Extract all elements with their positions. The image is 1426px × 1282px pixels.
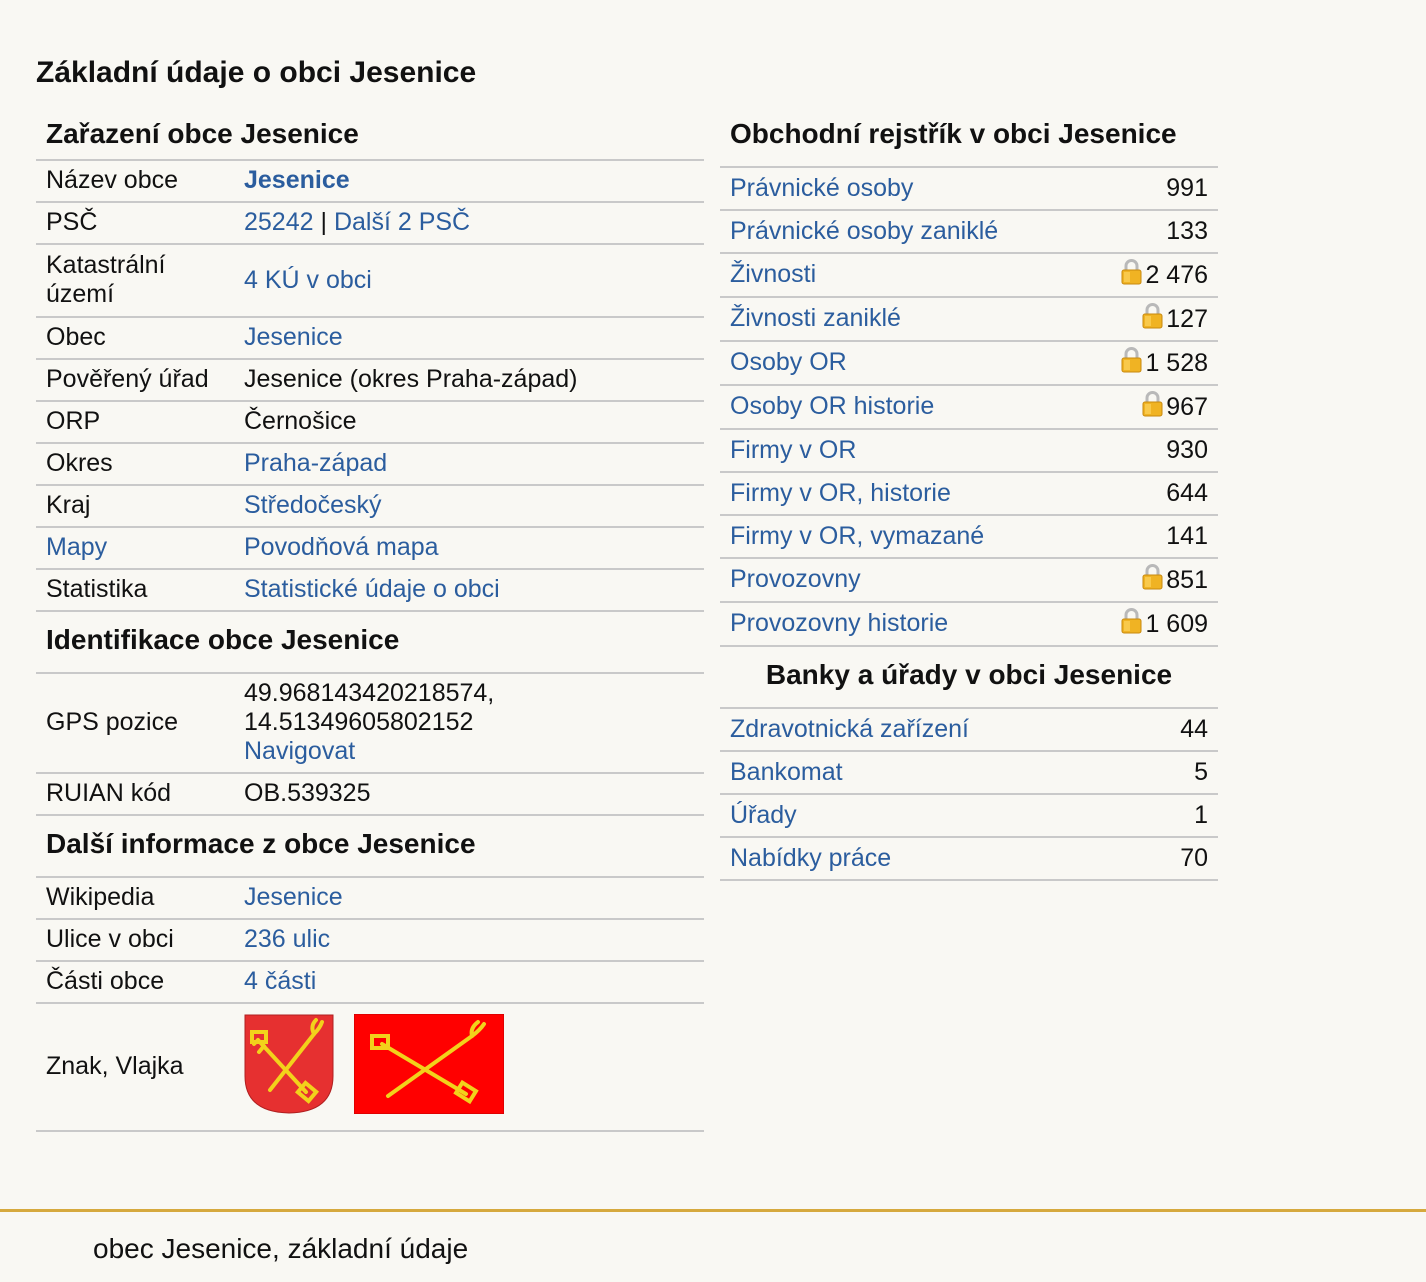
table-row xyxy=(720,794,1218,837)
obec-link[interactable]: Jesenice xyxy=(244,323,343,351)
kraj-link[interactable]: Středočeský xyxy=(244,491,382,519)
coat-of-arms-icon[interactable] xyxy=(244,1014,334,1114)
obec-name-link[interactable]: Jesenice xyxy=(244,166,350,194)
row-value: 1 609 xyxy=(1145,610,1208,638)
table-row xyxy=(36,569,704,611)
lock-icon xyxy=(1142,564,1163,590)
row-label: Katastrální území xyxy=(36,244,234,317)
footer-text: obec Jesenice, základní údaje xyxy=(93,1233,469,1264)
section-heading-zarazeni: Zařazení obce Jesenice xyxy=(36,110,704,161)
row-value: 991 xyxy=(1166,173,1208,202)
row-label: Pověřený úřad xyxy=(36,359,234,401)
row-link[interactable]: Provozovny xyxy=(730,565,861,593)
row-link[interactable]: Firmy v OR, historie xyxy=(730,478,951,507)
zarazeni-table xyxy=(36,161,704,612)
row-value: 5 xyxy=(1194,757,1208,786)
row-label: RUIAN kód xyxy=(36,773,234,815)
table-row xyxy=(720,210,1218,253)
lock-icon xyxy=(1142,391,1163,417)
table-row xyxy=(720,472,1218,515)
lock-icon xyxy=(1121,608,1142,634)
navigate-link[interactable]: Navigovat xyxy=(244,737,356,765)
identifikace-table xyxy=(36,674,704,816)
section-heading-banky: Banky a úřady v obci Jesenice xyxy=(720,647,1218,709)
table-row xyxy=(36,485,704,527)
row-link[interactable]: Úřady xyxy=(730,800,797,829)
table-row xyxy=(36,443,704,485)
left-column xyxy=(36,110,704,1132)
row-link[interactable]: Firmy v OR xyxy=(730,435,857,464)
emblems xyxy=(244,1010,694,1118)
row-value: 133 xyxy=(1166,216,1208,245)
separator: | xyxy=(320,208,327,236)
row-value: 851 xyxy=(1166,566,1208,594)
table-row xyxy=(36,359,704,401)
lock-icon xyxy=(1121,259,1142,285)
povodnova-mapa-link[interactable]: Povodňová mapa xyxy=(244,533,439,561)
row-value: 127 xyxy=(1166,305,1208,333)
page-title: Základní údaje o obci Jesenice xyxy=(36,56,477,89)
row-label: Kraj xyxy=(36,485,234,527)
table-row xyxy=(720,515,1218,558)
section-heading-identifikace: Identifikace obce Jesenice xyxy=(36,612,704,674)
footer-divider xyxy=(0,1209,1426,1212)
row-value: 967 xyxy=(1166,393,1208,421)
row-label: Ulice v obci xyxy=(36,919,234,961)
gps-latitude: 49.968143420218574, xyxy=(244,679,495,707)
row-label: GPS pozice xyxy=(36,674,234,773)
table-row xyxy=(36,919,704,961)
ruian-value: OB.539325 xyxy=(234,773,704,815)
row-label: PSČ xyxy=(36,202,234,244)
orp-value: Černošice xyxy=(234,401,704,443)
row-link[interactable]: Osoby OR historie xyxy=(730,392,935,420)
row-label: Statistika xyxy=(36,569,234,611)
table-row xyxy=(720,385,1218,429)
row-value: 70 xyxy=(1180,843,1208,872)
table-row xyxy=(720,602,1218,646)
obchodni-rejstrik-table xyxy=(720,168,1218,647)
row-value: 44 xyxy=(1180,714,1208,743)
table-row xyxy=(720,297,1218,341)
wikipedia-link[interactable]: Jesenice xyxy=(244,883,343,911)
table-row xyxy=(36,202,704,244)
banky-table xyxy=(720,709,1218,881)
section-heading-obchodni-rejstrik: Obchodní rejstřík v obci Jesenice xyxy=(720,110,1218,168)
row-value: 1 xyxy=(1194,800,1208,829)
ku-link[interactable]: 4 KÚ v obci xyxy=(244,265,372,294)
table-row xyxy=(36,527,704,569)
table-row xyxy=(720,709,1218,751)
row-label: Části obce xyxy=(36,961,234,1003)
section-heading-dalsi: Další informace z obce Jesenice xyxy=(36,816,704,878)
table-row xyxy=(36,244,704,317)
statistika-link[interactable]: Statistické údaje o obci xyxy=(244,575,500,603)
row-value: 141 xyxy=(1166,521,1208,550)
lock-icon xyxy=(1142,303,1163,329)
row-value: 1 528 xyxy=(1145,349,1208,377)
row-label: Název obce xyxy=(36,161,234,202)
casti-link[interactable]: 4 části xyxy=(244,967,317,995)
row-link[interactable]: Osoby OR xyxy=(730,348,847,376)
row-link[interactable]: Živnosti xyxy=(730,260,817,288)
table-row xyxy=(36,161,704,202)
row-value: 644 xyxy=(1166,478,1208,507)
table-row xyxy=(720,837,1218,880)
row-link[interactable]: Nabídky práce xyxy=(730,843,892,872)
poverreny-urad-value: Jesenice (okres Praha-západ) xyxy=(234,359,704,401)
table-row xyxy=(720,341,1218,385)
lock-icon xyxy=(1121,347,1142,373)
table-row xyxy=(720,429,1218,472)
row-link[interactable]: Provozovny historie xyxy=(730,609,949,637)
row-label: Znak, Vlajka xyxy=(36,1003,234,1131)
table-row xyxy=(36,1003,704,1131)
row-link[interactable]: Zdravotnická zařízení xyxy=(730,714,969,743)
row-label: Obec xyxy=(36,317,234,359)
table-row xyxy=(36,317,704,359)
table-row xyxy=(720,168,1218,210)
table-row xyxy=(720,558,1218,602)
right-column xyxy=(720,110,1218,881)
flag-icon[interactable] xyxy=(354,1014,504,1114)
row-value: 2 476 xyxy=(1145,261,1208,289)
row-label: Okres xyxy=(36,443,234,485)
gps-longitude: 14.51349605802152 xyxy=(244,708,474,736)
table-row xyxy=(36,773,704,815)
table-row xyxy=(36,878,704,919)
row-link[interactable]: Bankomat xyxy=(730,757,843,786)
row-label: ORP xyxy=(36,401,234,443)
table-row xyxy=(36,401,704,443)
table-row xyxy=(720,751,1218,794)
table-row xyxy=(720,253,1218,297)
row-link[interactable]: Živnosti zaniklé xyxy=(730,304,901,332)
table-row xyxy=(36,961,704,1003)
dalsi-table xyxy=(36,878,704,1132)
okres-link[interactable]: Praha-západ xyxy=(244,449,388,477)
row-link[interactable]: Právnické osoby xyxy=(730,173,914,202)
row-link[interactable]: Firmy v OR, vymazané xyxy=(730,521,985,550)
row-value: 930 xyxy=(1166,435,1208,464)
table-row xyxy=(36,674,704,773)
more-psc-link[interactable]: Další 2 PSČ xyxy=(333,208,471,236)
mapy-link[interactable]: Mapy xyxy=(46,533,108,561)
row-link[interactable]: Právnické osoby zaniklé xyxy=(730,216,999,245)
psc-link[interactable]: 25242 xyxy=(244,208,314,236)
row-label: Wikipedia xyxy=(36,878,234,919)
ulice-link[interactable]: 236 ulic xyxy=(244,925,331,953)
